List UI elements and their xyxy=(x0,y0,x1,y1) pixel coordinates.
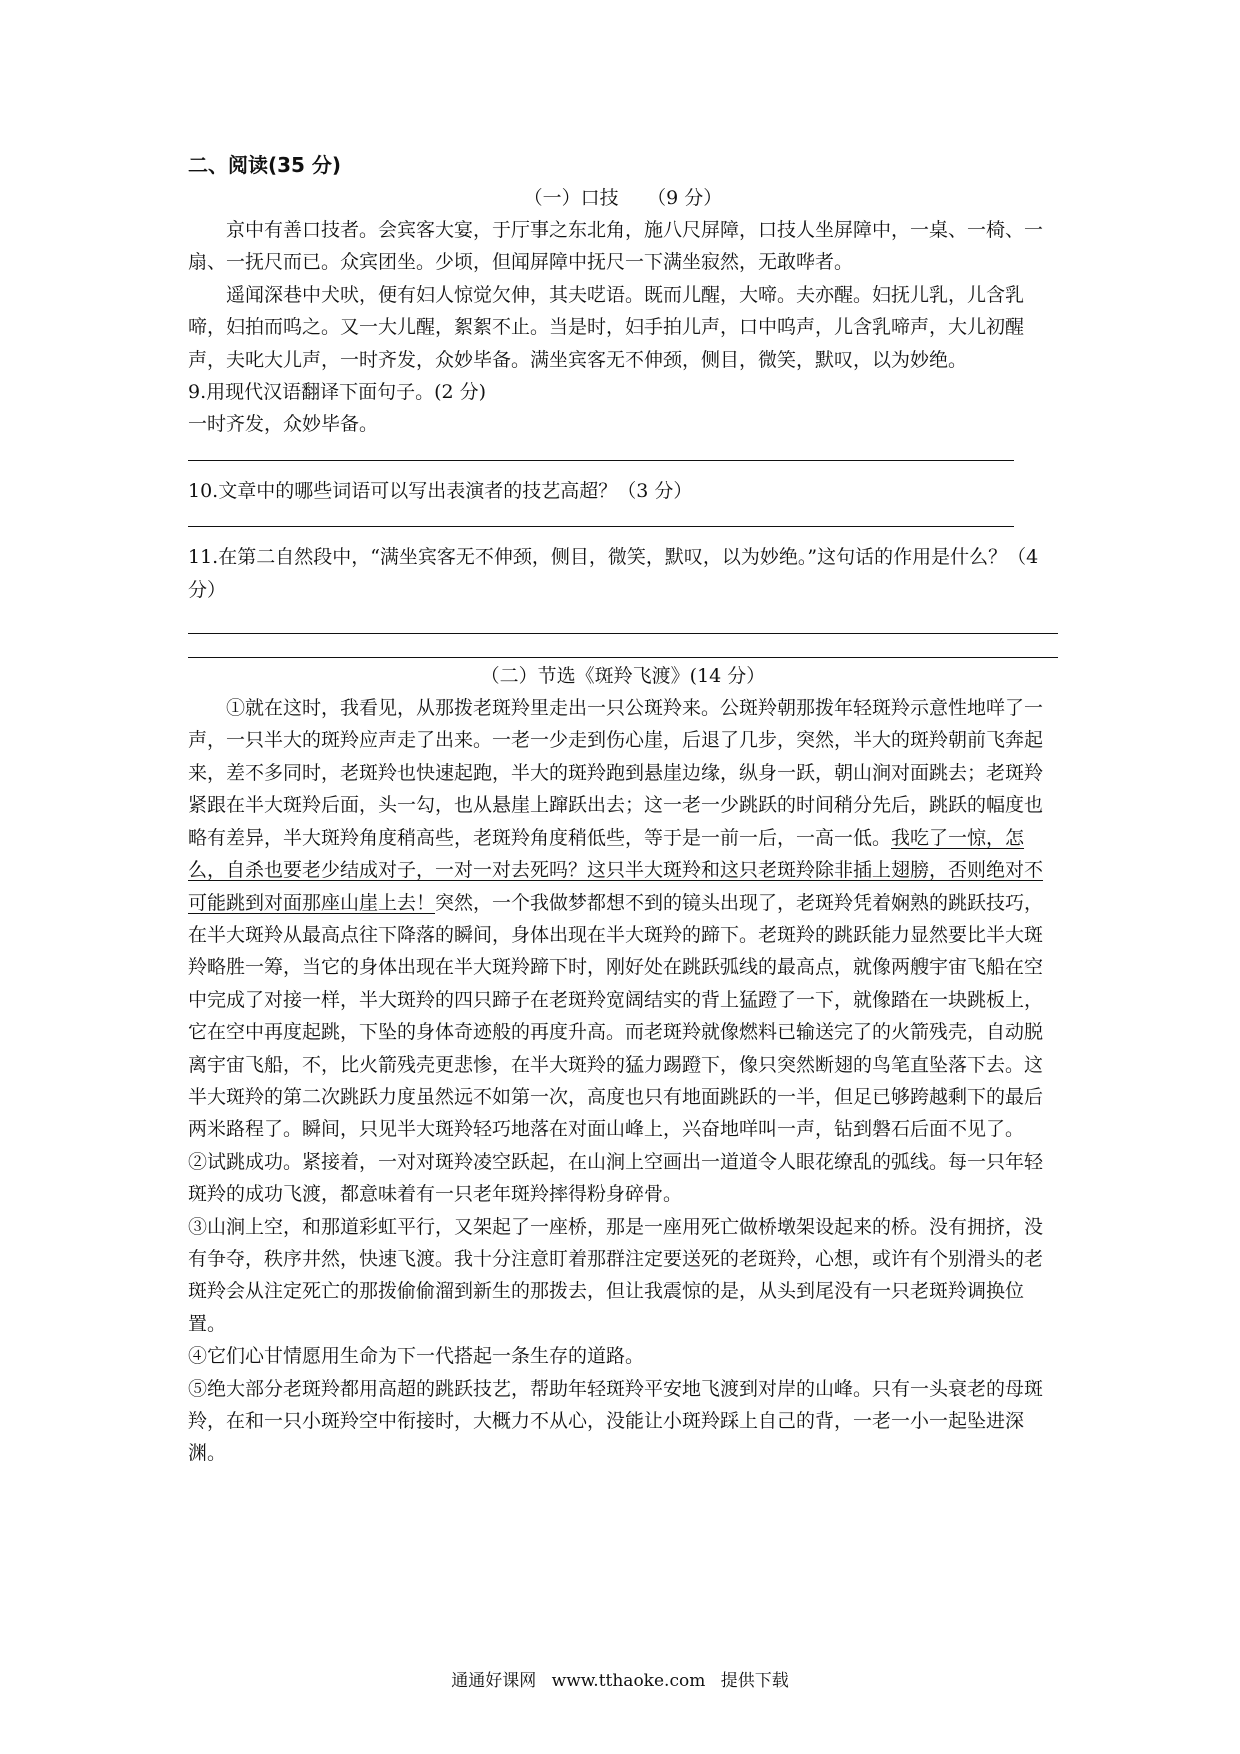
question-9: 9.用现代汉语翻译下面句子。(2 分) xyxy=(188,381,487,404)
part2-paragraph-4: ④它们心甘情愿用生命为下一代搭起一条生存的道路。 xyxy=(188,1345,645,1368)
answer-line-q10[interactable] xyxy=(188,525,1014,527)
part2-paragraph-2: ②试跳成功。紧接着，一对对斑羚凌空跃起，在山涧上空画出一道道令人眼花缭乱的弧线。每一只年轻斑羚的成功飞渡，都意味着有一只老年斑羚摔得粉身碎骨。 xyxy=(188,1150,1044,1206)
paragraph-1-text-a: ①就在这时，我看见，从那拨老斑羚里走出一只公斑羚来。公斑羚朝那拨年轻斑羚示意性地咩了一声，一只半大的斑羚应声走了出来。一老一少走到伤心崖，后退了几步，突然，半大的斑羚朝前飞奔起来，差不多同时，老斑羚也快速起跑，半大的斑羚跑到悬崖边缘，纵身一跃，朝山涧对面跳去；老斑羚紧跟在半大斑羚后面，头一勾，也从悬崖上蹿跃出去；这一老一少跳跃的时间稍分先后，跳跃的幅度也略有差异，半大斑羚角度稍高些，老斑羚角度稍低些，等于是一前一后，一高一低。 xyxy=(188,697,1044,849)
underlined-sentence: 我吃了一惊，怎么，自杀也要老少结成对子，一对一对去死吗？这只半大斑羚和这只老斑羚除非插上翅膀，否则绝对不可能跳到对面那座山崖上去！ xyxy=(188,826,1044,914)
page-content xyxy=(188,150,1058,1470)
footer-suffix: 提供下载 xyxy=(720,1671,789,1691)
part2-paragraph-1 xyxy=(188,692,1058,1146)
paragraph-1-text-b: 突然，一个我做梦都想不到的镜头出现了，老斑羚凭着娴熟的跳跃技巧，在半大斑羚从最高点往下降落的瞬间，身体出现在半大斑羚的蹄下。老斑羚的跳跃能力显然要比半大斑羚略胜一筹，当它的身体出现在半大斑羚蹄下时，刚好处在跳跃弧线的最高点，就像两艘宇宙飞船在空中完成了对接一样，半大斑羚的四只蹄子在老斑羚宽阔结实的背上猛蹬了一下，就像踏在一块跳板上，它在空中再度起跳，下坠的身体奇迹般的再度升高。而老斑羚就像燃料已输送完了的火箭残壳，自动脱离宇宙飞船，不，比火箭残壳更悲惨，在半大斑羚的猛力踢蹬下，像只突然断翅的鸟笔直坠落下去。这半大斑羚的第二次跳跃力度虽然远不如第一次，高度也只有地面跳跃的一半，但足已够跨越剩下的最后两米路程了。瞬间，只见半大斑羚轻巧地落在对面山峰上，兴奋地咩叫一声，钻到磐石后面不见了。 xyxy=(188,891,1044,1141)
part1-title: （一）口技 （9 分） xyxy=(523,187,723,209)
footer-site-name: 通通好课网 xyxy=(451,1671,537,1691)
page-footer xyxy=(0,1666,1240,1691)
part1-paragraph-2: 遥闻深巷中犬吠，便有妇人惊觉欠伸，其夫呓语。既而儿醒，大啼。夫亦醒。妇抚儿乳，儿含乳啼，妇拍而呜之。又一大儿醒，絮絮不止。当是时，妇手拍儿声，口中呜声，儿含乳啼声，大儿初醒声，夫叱大儿声，一时齐发，众妙毕备。满坐宾客无不伸颈，侧目，微笑，默叹，以为妙绝。 xyxy=(188,283,1025,371)
part2-paragraph-5: ⑤绝大部分老斑羚都用高超的跳跃技艺，帮助年轻斑羚平安地飞渡到对岸的山峰。只有一头衰老的母斑羚，在和一只小斑羚空中衔接时，大概力不从心，没能让小斑羚踩上自己的背，一老一小一起坠进深渊。 xyxy=(188,1377,1044,1465)
part2-paragraph-3: ③山涧上空，和那道彩虹平行，又架起了一座桥，那是一座用死亡做桥墩架设起来的桥。没有拥挤，没有争夺，秩序井然，快速飞渡。我十分注意盯着那群注定要送死的老斑羚，心想，或许有个别滑头的老斑羚会从注定死亡的那拨偷偷溜到新生的那拨去，但让我震惊的是，从头到尾没有一只老斑羚调换位置。 xyxy=(188,1215,1044,1335)
question-11: 11.在第二自然段中，“满坐宾客无不伸颈，侧目，微笑，默叹，以为妙绝。”这句话的作用是什么？（4 分） xyxy=(188,546,1039,601)
answer-line-q11-1[interactable] xyxy=(188,632,1058,634)
part1-paragraph-1: 京中有善口技者。会宾客大宴，于厅事之东北角，施八尺屏障，口技人坐屏障中，一桌、一椅、一扇、一抚尺而已。众宾团坐。少顷，但闻屏障中抚尺一下满坐寂然，无敢哗者。 xyxy=(188,219,1044,274)
answer-line-q11-2[interactable] xyxy=(188,656,1058,658)
question-9-sentence: 一时齐发，众妙毕备。 xyxy=(188,413,379,436)
answer-line-q9[interactable] xyxy=(188,459,1014,461)
footer-url[interactable]: www.tthaoke.com xyxy=(551,1671,706,1691)
question-10: 10.文章中的哪些词语可以写出表演者的技艺高超？（3 分） xyxy=(188,479,693,502)
part2-title: （二）节选《斑羚飞渡》(14 分） xyxy=(480,665,766,688)
section-heading: 二、阅读(35 分) xyxy=(188,153,342,177)
